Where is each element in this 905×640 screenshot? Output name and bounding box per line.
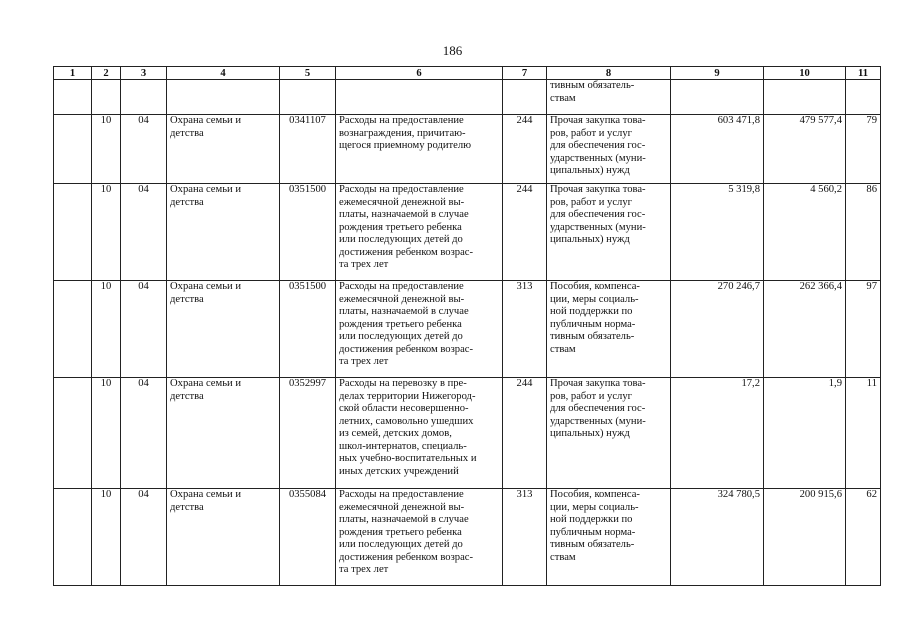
cell-section: 10 <box>92 489 121 586</box>
cell-text: Прочая закупка това- ров, работ и услуг для обеспечения гос- ударственных (муни- ципальных) нужд <box>550 184 646 245</box>
cell-text: Охрана семьи и детства <box>170 281 242 305</box>
cell-target-code: 0341107 <box>280 115 336 184</box>
cell-text: Расходы на предоставление вознаграждения, причитаю- щегося приемному родителю <box>339 115 472 151</box>
cell-amount-actual: 479 577,4 <box>764 115 846 184</box>
cell-subsection: 04 <box>121 184 167 281</box>
cell-subsection: 04 <box>121 115 167 184</box>
cell-amount-actual: 262 366,4 <box>764 281 846 378</box>
cell-expense-name <box>336 489 503 586</box>
cell-text: Охрана семьи и детства <box>170 489 242 513</box>
cell-amount-plan: 17,2 <box>671 378 764 489</box>
cell-section: 10 <box>92 378 121 489</box>
cell-percent: 62 <box>846 489 881 586</box>
cell-section <box>54 115 92 184</box>
table-row <box>54 489 881 586</box>
cell-percent: 79 <box>846 115 881 184</box>
cell-expense-type: 244 <box>503 115 547 184</box>
cell-expense-name <box>336 80 503 115</box>
cell-target-code: 0351500 <box>280 281 336 378</box>
cell-amount-plan: 603 471,8 <box>671 115 764 184</box>
cell-amount-plan: 324 780,5 <box>671 489 764 586</box>
cell-subsection-name <box>167 281 280 378</box>
cell-text: Охрана семьи и детства <box>170 184 242 208</box>
cell-subsection-name <box>167 115 280 184</box>
column-header: 6 <box>336 67 503 80</box>
cell-expense-type: 244 <box>503 184 547 281</box>
cell-expense-type-name <box>547 80 671 115</box>
cell-expense-type-name <box>547 115 671 184</box>
cell-section: 10 <box>92 184 121 281</box>
cell-expense-name <box>336 115 503 184</box>
table-row <box>54 281 881 378</box>
cell-text: Прочая закупка това- ров, работ и услуг для обеспечения гос- ударственных (муни- ципальных) нужд <box>550 115 646 176</box>
table-row <box>54 115 881 184</box>
cell-text: Пособия, компенса- ции, меры социаль- ной поддержки по публичным норма- тивным обязатель- ствам <box>550 489 640 563</box>
cell-section <box>54 378 92 489</box>
cell-expense-type-name <box>547 378 671 489</box>
cell-amount-actual: 4 560,2 <box>764 184 846 281</box>
cell-amount-plan: 5 319,8 <box>671 184 764 281</box>
cell-text: Прочая закупка това- ров, работ и услуг для обеспечения гос- ударственных (муни- ципальных) нужд <box>550 378 646 439</box>
cell-percent <box>846 80 881 115</box>
cell-text: Охрана семьи и детства <box>170 378 242 402</box>
cell-amount-plan <box>671 80 764 115</box>
cell-expense-type: 313 <box>503 281 547 378</box>
page-number: 186 <box>442 43 463 58</box>
cell-target-code <box>280 80 336 115</box>
cell-subsection-name <box>167 80 280 115</box>
column-header: 1 <box>54 67 92 80</box>
cell-section <box>54 489 92 586</box>
cell-subsection: 04 <box>121 378 167 489</box>
cell-percent: 86 <box>846 184 881 281</box>
cell-target-code: 0355084 <box>280 489 336 586</box>
cell-section: 10 <box>92 281 121 378</box>
cell-text: тивным обязатель- ствам <box>550 80 635 104</box>
cell-expense-type-name <box>547 184 671 281</box>
cell-subsection-name <box>167 378 280 489</box>
column-header: 2 <box>92 67 121 80</box>
column-header: 4 <box>167 67 280 80</box>
cell-percent: 97 <box>846 281 881 378</box>
table-row <box>54 80 881 115</box>
cell-section <box>54 184 92 281</box>
budget-table <box>53 66 881 586</box>
cell-expense-type-name <box>547 489 671 586</box>
cell-expense-name <box>336 281 503 378</box>
cell-section <box>54 281 92 378</box>
cell-amount-plan: 270 246,7 <box>671 281 764 378</box>
table-row <box>54 184 881 281</box>
cell-subsection-name <box>167 184 280 281</box>
cell-percent: 11 <box>846 378 881 489</box>
cell-expense-type <box>503 80 547 115</box>
cell-expense-name <box>336 378 503 489</box>
cell-section: 10 <box>92 115 121 184</box>
cell-target-code: 0352997 <box>280 378 336 489</box>
cell-text: Расходы на предоставление ежемесячной денежной вы- платы, назначаемой в случае рождения третьего ребенка или последующих детей до достижения ребенком возрас- та трех лет <box>339 489 474 575</box>
column-header: 8 <box>547 67 671 80</box>
column-header: 9 <box>671 67 764 80</box>
column-header: 3 <box>121 67 167 80</box>
cell-text: Охрана семьи и детства <box>170 115 242 139</box>
column-header: 10 <box>764 67 846 80</box>
cell-amount-actual: 200 915,6 <box>764 489 846 586</box>
cell-expense-type: 313 <box>503 489 547 586</box>
cell-section <box>54 80 92 115</box>
cell-subsection <box>121 80 167 115</box>
cell-text: Расходы на перевозку в пре- делах территории Нижегород- ской области несовершенно- летних, самовольно ушедших из семей, детских домов, школ-интернатов, специаль- ных учебно-воспитательных и иных детских учреждений <box>339 378 477 477</box>
table-header-row <box>54 67 881 80</box>
cell-text: Расходы на предоставление ежемесячной денежной вы- платы, назначаемой в случае рождения третьего ребенка или последующих детей до достижения ребенком возрас- та трех лет <box>339 184 474 270</box>
column-header: 11 <box>846 67 881 80</box>
cell-expense-type: 244 <box>503 378 547 489</box>
cell-subsection: 04 <box>121 281 167 378</box>
cell-amount-actual <box>764 80 846 115</box>
table-row <box>54 378 881 489</box>
cell-target-code: 0351500 <box>280 184 336 281</box>
cell-expense-type-name <box>547 281 671 378</box>
cell-expense-name <box>336 184 503 281</box>
cell-subsection-name <box>167 489 280 586</box>
cell-text: Расходы на предоставление ежемесячной денежной вы- платы, назначаемой в случае рождения третьего ребенка или последующих детей до достижения ребенком возрас- та трех лет <box>339 281 474 367</box>
column-header: 5 <box>280 67 336 80</box>
cell-text: Пособия, компенса- ции, меры социаль- ной поддержки по публичным норма- тивным обязатель- ствам <box>550 281 640 355</box>
cell-subsection: 04 <box>121 489 167 586</box>
cell-amount-actual: 1,9 <box>764 378 846 489</box>
column-header: 7 <box>503 67 547 80</box>
cell-section <box>92 80 121 115</box>
